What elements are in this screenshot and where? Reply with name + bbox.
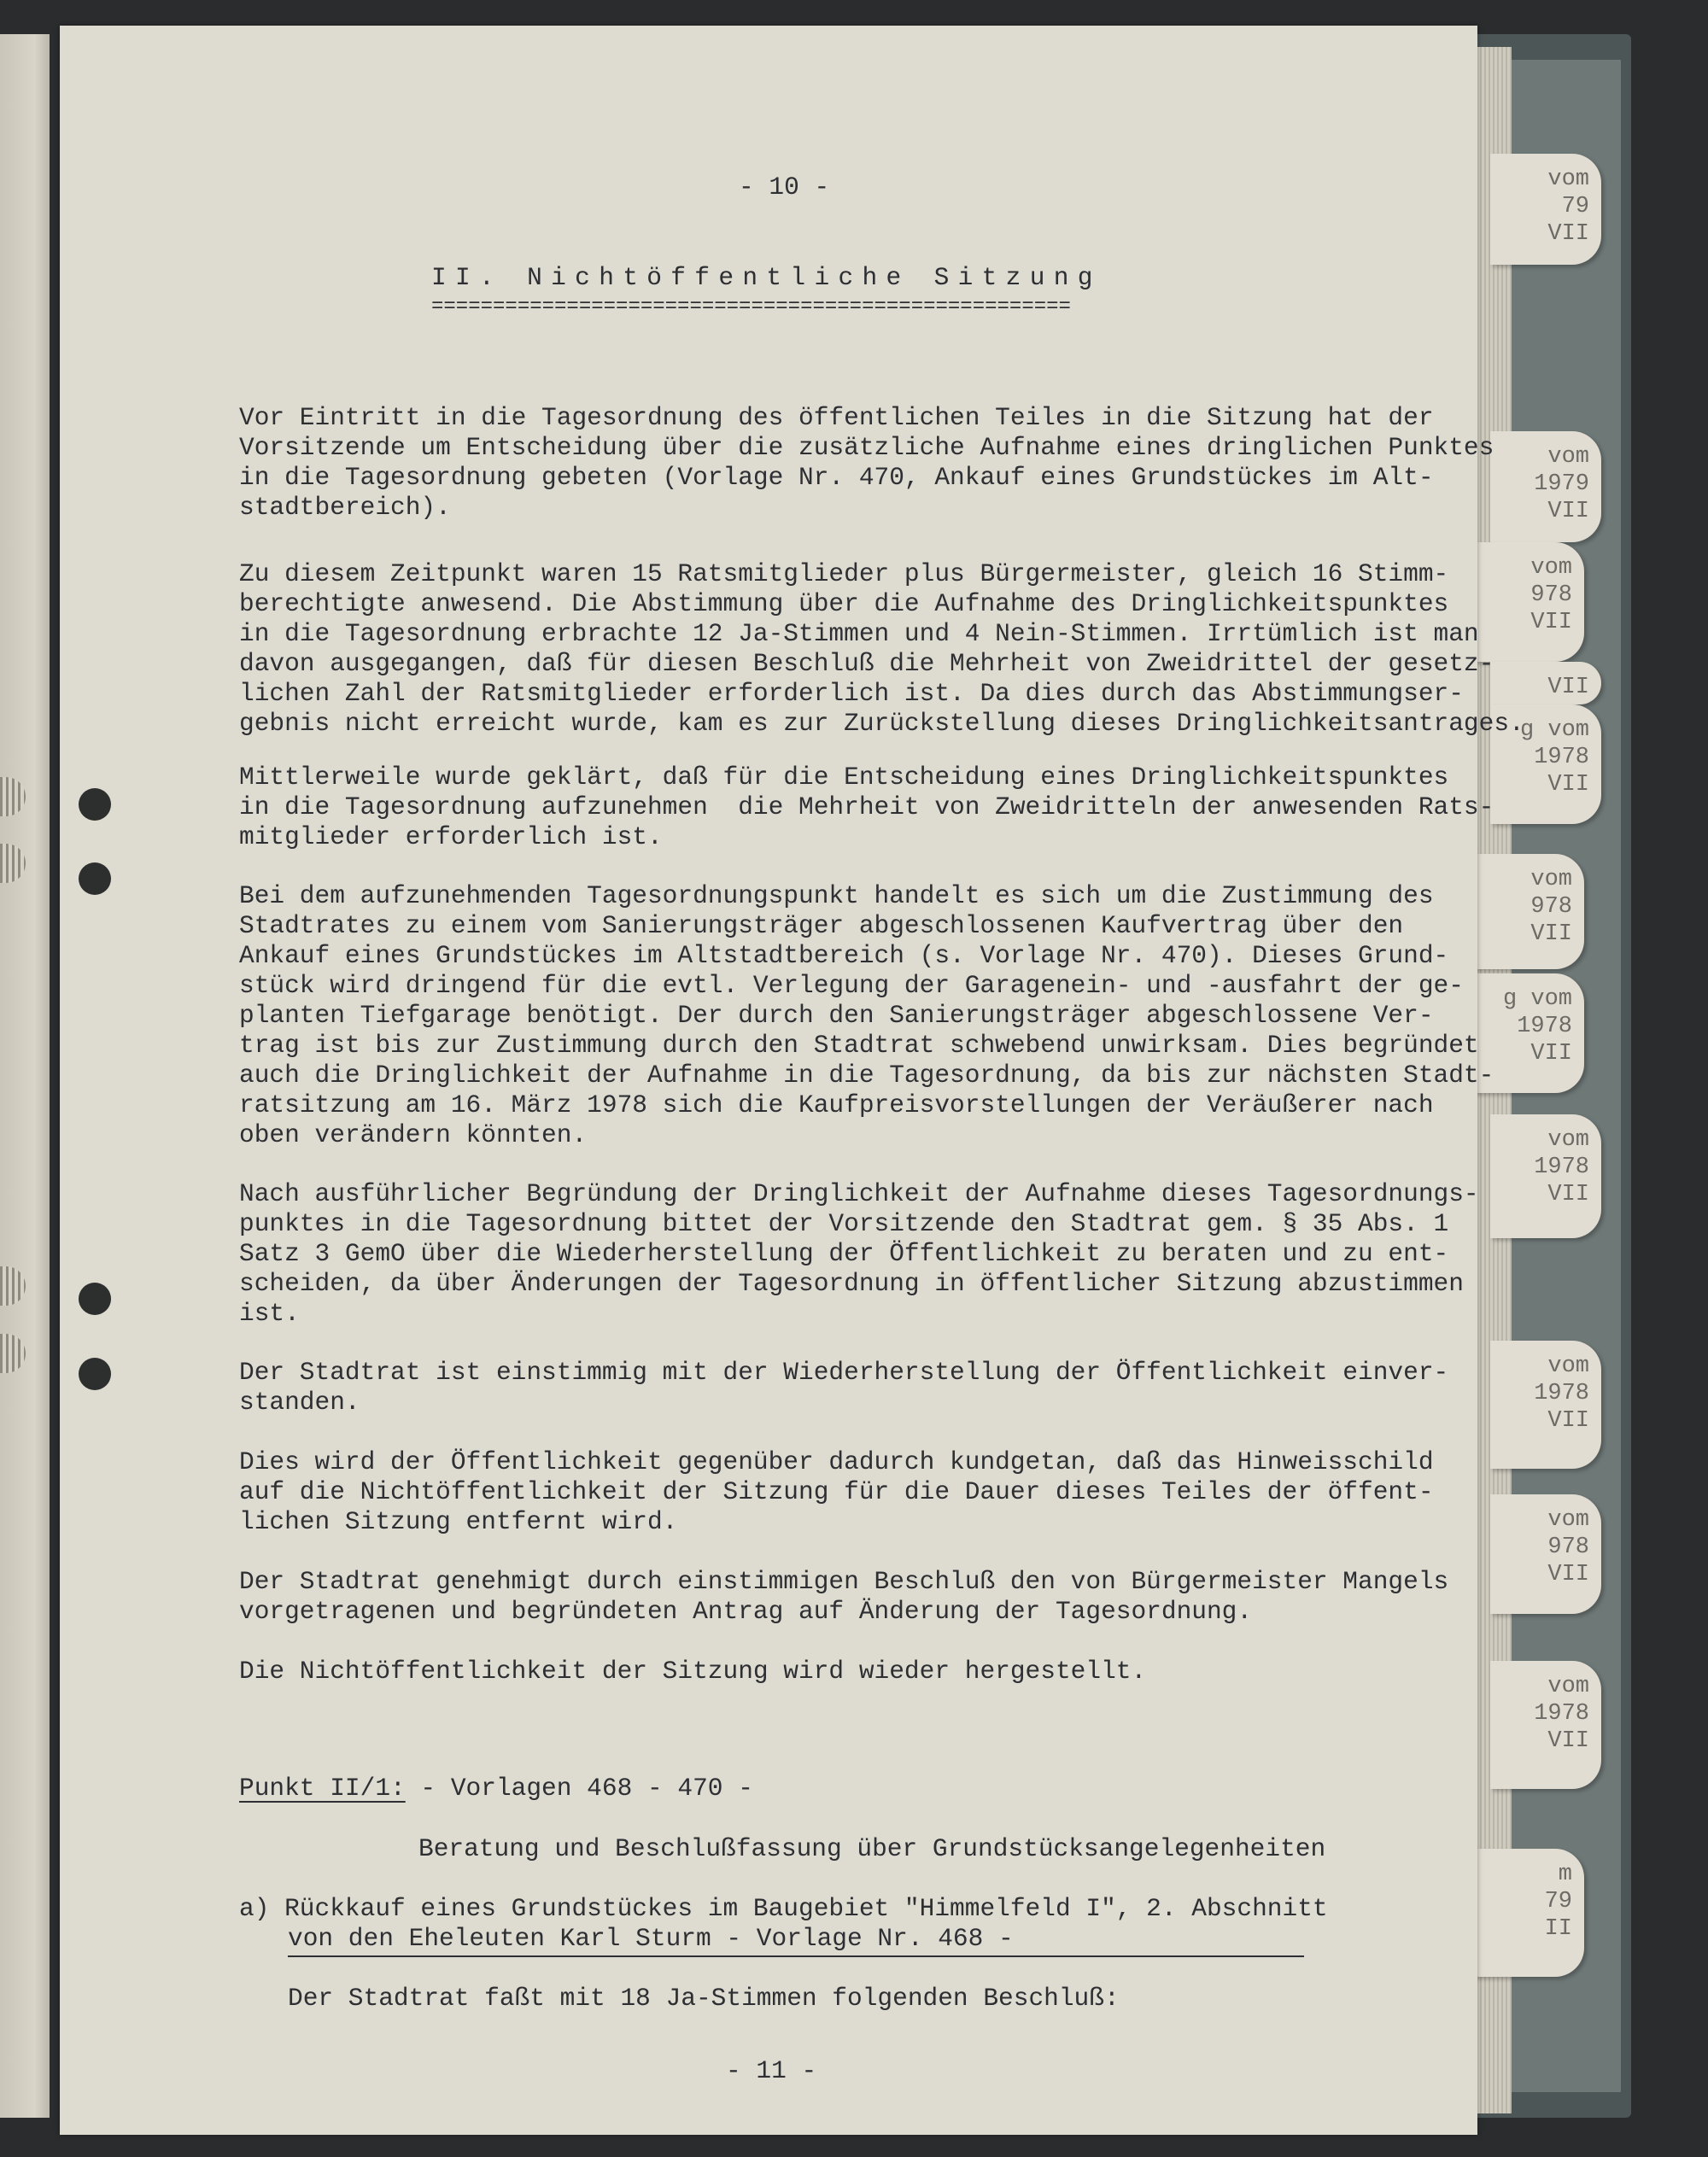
body-line: auf die Nichtöffentlichkeit der Sitzung für die Dauer dieses Teiles der öffent-	[239, 1477, 1434, 1506]
adjacent-page-edge	[0, 34, 50, 2118]
body-line: stück wird dringend für die evtl. Verlegung der Garagenein- und -ausfahrt der ge-	[239, 971, 1464, 1000]
body-line: Der Stadtrat ist einstimmig mit der Wiederherstellung der Öffentlichkeit einver-	[239, 1358, 1449, 1387]
index-tab[interactable]	[1490, 1494, 1601, 1614]
index-tab[interactable]	[1473, 542, 1584, 662]
body-line: Mittlerweile wurde geklärt, daß für die Entscheidung eines Dringlichkeitspunktes	[239, 763, 1449, 792]
body-line: Ankauf eines Grundstückes im Altstadtbereich (s. Vorlage Nr. 470). Dieses Grund-	[239, 941, 1449, 970]
section-heading-rule: ====================================================	[431, 295, 1071, 319]
body-line: davon ausgegangen, daß für diesen Beschluß die Mehrheit von Zweidrittel der gesetz-	[239, 649, 1494, 678]
index-tab-label: vom 978 VII	[1530, 555, 1572, 635]
body-line: in die Tagesordnung erbrachte 12 Ja-Stimmen und 4 Nein-Stimmen. Irrtümlich ist man	[239, 619, 1479, 648]
body-line: Stadtrates zu einem vom Sanierungsträger abgeschlossenen Kaufvertrag über den	[239, 911, 1404, 940]
body-line: gebnis nicht erreicht wurde, kam es zur Zurückstellung dieses Dringlichkeitsantrages.	[239, 709, 1524, 738]
body-line: mitglieder erforderlich ist.	[239, 822, 663, 851]
body-line: punktes in die Tagesordnung bittet der Vorsitzende den Stadtrat gem. § 35 Abs. 1	[239, 1209, 1449, 1238]
body-line: Satz 3 GemO über die Wiederherstellung der Öffentlichkeit zu beraten und zu ent-	[239, 1239, 1449, 1268]
subitem-a-underline	[288, 1955, 1304, 1957]
agenda-item-subtitle: Beratung und Beschlußfassung über Grundstücksangelegenheiten	[418, 1834, 1326, 1863]
body-line: Vorsitzende um Entscheidung über die zusätzliche Aufnahme eines dringlichen Punktes	[239, 433, 1494, 462]
punch-hole	[79, 862, 111, 895]
agenda-item-heading	[239, 1774, 753, 1803]
index-tab[interactable]	[1490, 154, 1601, 265]
body-line: Die Nichtöffentlichkeit der Sitzung wird wieder hergestellt.	[239, 1657, 1147, 1686]
page-number-top: - 10 -	[739, 172, 830, 202]
body-line: Zu diesem Zeitpunkt waren 15 Ratsmitglieder plus Bürgermeister, gleich 16 Stimm-	[239, 559, 1449, 588]
section-heading: II. Nichtöffentliche Sitzung	[431, 263, 1102, 292]
body-line: trag ist bis zur Zustimmung durch den Stadtrat schwebend unwirksam. Dies begründet	[239, 1031, 1479, 1060]
index-tab-label: vom 1978 VII	[1534, 1127, 1589, 1207]
index-tab[interactable]	[1473, 1849, 1584, 1977]
index-tab-label: vom 79 VII	[1547, 167, 1589, 247]
body-line: in die Tagesordnung aufzunehmen die Mehrheit von Zweidritteln der anwesenden Rats-	[239, 792, 1494, 821]
subitem-a-title-continued: von den Eheleuten Karl Sturm - Vorlage Nr. 468 -	[288, 1924, 1014, 1953]
body-line: berechtigte anwesend. Die Abstimmung über die Aufnahme des Dringlichkeitspunktes	[239, 589, 1449, 618]
index-tab-label: vom 1978 VII	[1534, 1674, 1589, 1754]
body-line: Der Stadtrat genehmigt durch einstimmigen Beschluß den von Bürgermeister Mangels	[239, 1567, 1449, 1596]
body-line: oben verändern könnten.	[239, 1120, 588, 1149]
index-tab-label: g vom 1978 VII	[1502, 986, 1572, 1067]
index-tab-label: VII	[1547, 675, 1589, 700]
punch-hole	[79, 1283, 111, 1315]
index-tab[interactable]	[1490, 662, 1601, 704]
page-number-bottom: - 11 -	[726, 2056, 817, 2085]
body-line: stadtbereich).	[239, 493, 451, 522]
body-line: lichen Sitzung entfernt wird.	[239, 1507, 678, 1536]
body-line: lichen Zahl der Ratsmitglieder erforderlich ist. Da dies durch das Abstimmungser-	[239, 679, 1464, 708]
index-tab-label: vom 1979 VII	[1534, 444, 1589, 524]
index-tab-label: vom 1978 VII	[1534, 1353, 1589, 1434]
punch-hole	[79, 1358, 111, 1390]
punch-hole	[79, 788, 111, 821]
agenda-item-range: - Vorlagen 468 - 470 -	[405, 1774, 753, 1803]
body-line: Nach ausführlicher Begründung der Dringlichkeit der Aufnahme dieses Tagesordnungs-	[239, 1179, 1479, 1208]
body-line: auch die Dringlichkeit der Aufnahme in die Tagesordnung, da bis zur nächsten Stadt-	[239, 1061, 1494, 1090]
body-line: Bei dem aufzunehmenden Tagesordnungspunkt handelt es sich um die Zustimmung des	[239, 881, 1434, 910]
index-tab[interactable]	[1490, 1661, 1601, 1789]
body-line: ist.	[239, 1299, 300, 1328]
agenda-item-label: Punkt II/1:	[239, 1774, 406, 1803]
body-line: Dies wird der Öffentlichkeit gegenüber dadurch kundgetan, daß das Hinweisschild	[239, 1447, 1434, 1476]
body-line: standen.	[239, 1388, 360, 1417]
index-tab-label: vom 978 VII	[1547, 1507, 1589, 1587]
body-line: scheiden, da über Änderungen der Tagesordnung in öffentlicher Sitzung abzustimmen	[239, 1269, 1464, 1298]
index-tab-label: vom 978 VII	[1530, 867, 1572, 947]
index-tab[interactable]	[1490, 1341, 1601, 1469]
index-tab-label: m 79 II	[1544, 1862, 1572, 1942]
index-tab[interactable]	[1490, 1114, 1601, 1238]
body-line: planten Tiefgarage benötigt. Der durch den Sanierungsträger abgeschlossene Ver-	[239, 1001, 1434, 1030]
resolution-intro: Der Stadtrat faßt mit 18 Ja-Stimmen folgenden Beschluß:	[288, 1984, 1120, 2013]
subitem-a-title: a) Rückkauf eines Grundstückes im Baugebiet "Himmelfeld I", 2. Abschnitt	[239, 1894, 1328, 1923]
body-line: vorgetragenen und begründeten Antrag auf Änderung der Tagesordnung.	[239, 1597, 1253, 1626]
index-tab[interactable]	[1473, 854, 1584, 969]
body-line: ratsitzung am 16. März 1978 sich die Kaufpreisvorstellungen der Veräußerer nach	[239, 1090, 1434, 1119]
body-line: Vor Eintritt in die Tagesordnung des öffentlichen Teiles in die Sitzung hat der	[239, 403, 1434, 432]
index-tab-label: g vom 1978 VII	[1519, 717, 1589, 798]
document-page	[60, 26, 1524, 2135]
body-line: in die Tagesordnung gebeten (Vorlage Nr. 470, Ankauf eines Grundstückes im Alt-	[239, 463, 1434, 492]
index-tab[interactable]	[1490, 431, 1601, 542]
